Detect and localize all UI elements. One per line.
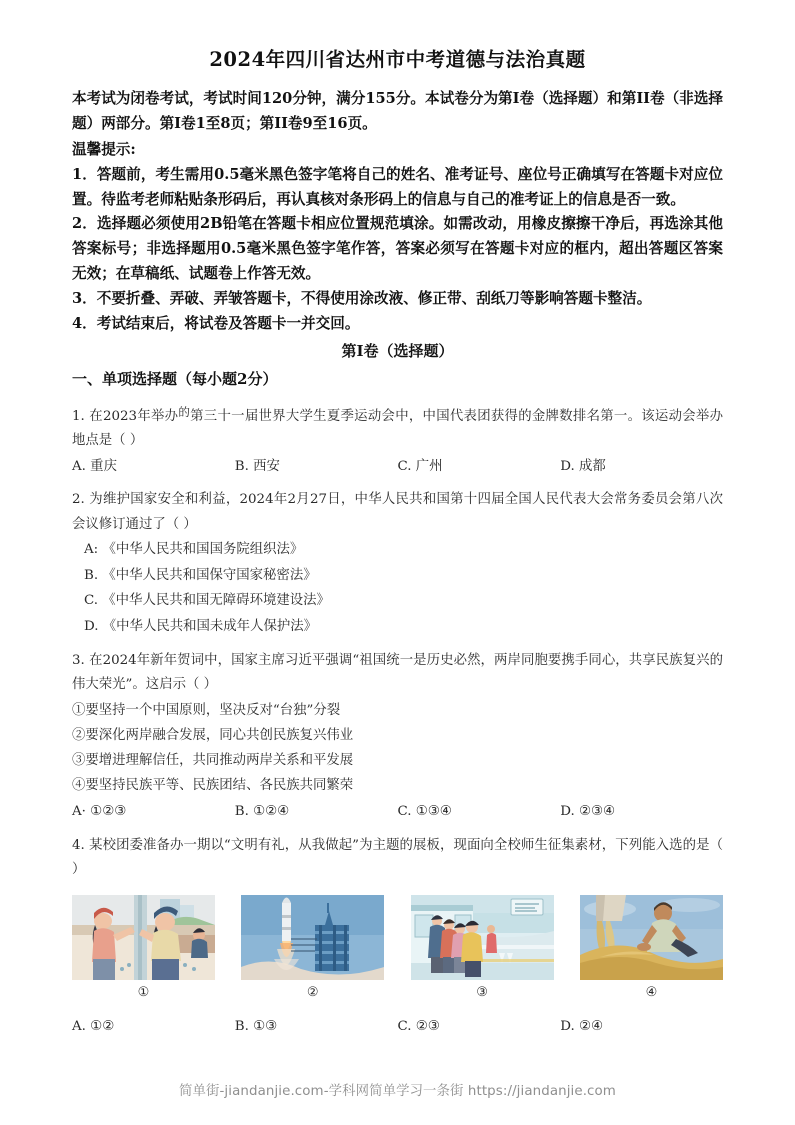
question-4-picture-label-3: ③ bbox=[476, 984, 489, 1000]
subway-queue-icon bbox=[411, 895, 554, 980]
notice-item-1: 1．答题前，考生需用0.5毫米黑色签字笔将自己的姓名、准考证号、座位号正确填写在答题卡对应位置。待监考老师粘贴条形码后，再认真核对条形码上的信息与自己的准考证上的信息是否一致。 bbox=[72, 165, 723, 208]
question-2 bbox=[72, 488, 723, 640]
notice-block bbox=[72, 138, 723, 336]
notice-item-2: 2．选择题必须使用2B铅笔在答题卡相应位置规范填涂。如需改动，用橡皮擦擦干净后，再选涂其他答案标号；非选择题用0.5毫米黑色签字笔作答，答案必须写在答题卡对应的框内，超出答题区答案无效；在草稿纸、试题卷上作答无效。 bbox=[72, 215, 723, 283]
question-4-picture-label-2: ② bbox=[306, 984, 319, 1000]
question-2-stem: 2. 为维护国家安全和利益，2024年2月27日，中华人民共和国第十四届全国人民代表大会常务委员会第八次会议修订通过了（ ） bbox=[72, 492, 723, 532]
question-4-picture-label-4: ④ bbox=[645, 984, 658, 1000]
question-2-option-d[interactable]: D. 《中华人民共和国未成年人保护法》 bbox=[84, 619, 318, 635]
footer-watermark: 简单街-jiandanjie.com-学科网简单学习一条街 https://jiandanjie.com bbox=[179, 1084, 616, 1099]
question-1-stem-part-b: 第三十一届世界大学生夏季运动会中，中国代表团获得的金牌数排名第一。该运动会举办地点是（ ） bbox=[72, 408, 723, 449]
question-4-option-b[interactable]: B. ①③ bbox=[234, 1019, 278, 1035]
question-4-picture-cell-1 bbox=[72, 895, 215, 1004]
students-cleaning-utility-pole-image bbox=[72, 895, 215, 980]
question-2-options bbox=[72, 537, 723, 640]
question-3-statement-3: ③要增进理解信任，共同推动两岸关系和平发展 bbox=[72, 753, 354, 769]
question-2-option-c[interactable]: C. 《中华人民共和国无障碍环境建设法》 bbox=[84, 593, 330, 609]
question-4-picture-strip bbox=[72, 895, 723, 1004]
question-4-picture-cell-4 bbox=[580, 895, 723, 1004]
question-3-stem: 3. 在2024年新年贺词中，国家主席习近平强调“祖国统一是历史必然，两岸同胞要携手同心，共享民族复兴的伟大荣光”。这启示（ ） bbox=[72, 652, 723, 693]
question-1-option-b[interactable]: B. 西安 bbox=[234, 458, 280, 474]
question-3-option-d[interactable]: D. ②③④ bbox=[560, 804, 616, 820]
passengers-queuing-subway-platform-image bbox=[411, 895, 554, 980]
notice-item-3: 3．不要折叠、弄破、弄皱答题卡，不得使用涂改液、修正带、刮纸刀等影响答题卡整洁。 bbox=[72, 289, 652, 307]
question-4 bbox=[72, 834, 723, 1040]
question-4-stem: 4. 某校团委准备办一期以“文明有礼，从我做起”为主题的展板，现面向全校师生征集素材，下列能入选的是（ ） bbox=[72, 837, 723, 878]
question-4-picture-cell-2 bbox=[241, 895, 384, 1004]
question-3-option-b[interactable]: B. ①②④ bbox=[234, 804, 290, 820]
section-heading: 一、单项选择题（每小题2分） bbox=[72, 370, 278, 389]
question-1-stem-part-a: 1. 在2023年举办 bbox=[72, 408, 179, 424]
question-1-stem-raised-char: 的 bbox=[178, 404, 191, 419]
notice-item-4: 4．考试结束后，将试卷及答题卡一并交回。 bbox=[72, 314, 360, 332]
notice-heading: 温馨提示: bbox=[72, 141, 136, 159]
question-1-stem bbox=[72, 402, 723, 454]
exam-intro bbox=[72, 87, 723, 136]
rocket-launch-image bbox=[241, 895, 384, 980]
question-3-option-a[interactable]: A· ①②③ bbox=[72, 804, 127, 820]
farmer-with-harvested-grain-image bbox=[580, 895, 723, 980]
question-2-option-b[interactable]: B. 《中华人民共和国保守国家秘密法》 bbox=[84, 567, 317, 583]
question-3-statement-4: ④要坚持民族平等、民族团结、各民族共同繁荣 bbox=[72, 778, 354, 794]
part-heading: 第Ⅰ卷（选择题） bbox=[341, 342, 454, 361]
question-1-option-d[interactable]: D. 成都 bbox=[560, 458, 606, 474]
farmer-grain-harvest-icon bbox=[580, 895, 723, 980]
question-1-option-a[interactable]: A. 重庆 bbox=[72, 458, 117, 474]
question-3-option-c[interactable]: C. ①③④ bbox=[397, 804, 452, 820]
question-4-picture-label-1: ① bbox=[137, 984, 150, 1000]
question-2-option-a[interactable]: A: 《中华人民共和国国务院组织法》 bbox=[84, 541, 304, 557]
intro-line: 本考试为闭卷考试，考试时间120分钟，满分155分。本试卷分为第I卷（选择题）和第II卷（非选择题）两部分。第I卷1至8页；第II卷9至16页。 bbox=[72, 90, 723, 132]
question-4-options bbox=[72, 1014, 723, 1039]
page-title: 2024年四川省达州市中考道德与法治真题 bbox=[209, 48, 586, 71]
question-3-statement-1: ①要坚持一个中国原则，坚决反对“台独”分裂 bbox=[72, 702, 341, 718]
rocket-launch-icon bbox=[241, 895, 384, 980]
question-4-option-a[interactable]: A. ①② bbox=[72, 1019, 115, 1035]
question-4-picture-cell-3 bbox=[411, 895, 554, 1004]
question-4-option-d[interactable]: D. ②④ bbox=[560, 1019, 604, 1035]
question-1-options bbox=[72, 454, 723, 479]
question-3-options bbox=[72, 799, 723, 824]
question-1 bbox=[72, 402, 723, 479]
question-3 bbox=[72, 649, 723, 825]
question-1-option-c[interactable]: C. 广州 bbox=[397, 458, 443, 474]
question-4-option-c[interactable]: C. ②③ bbox=[397, 1019, 440, 1035]
question-3-statement-2: ②要深化两岸融合发展，同心共创民族复兴伟业 bbox=[72, 727, 354, 743]
illustration-volunteers-icon bbox=[72, 895, 215, 980]
